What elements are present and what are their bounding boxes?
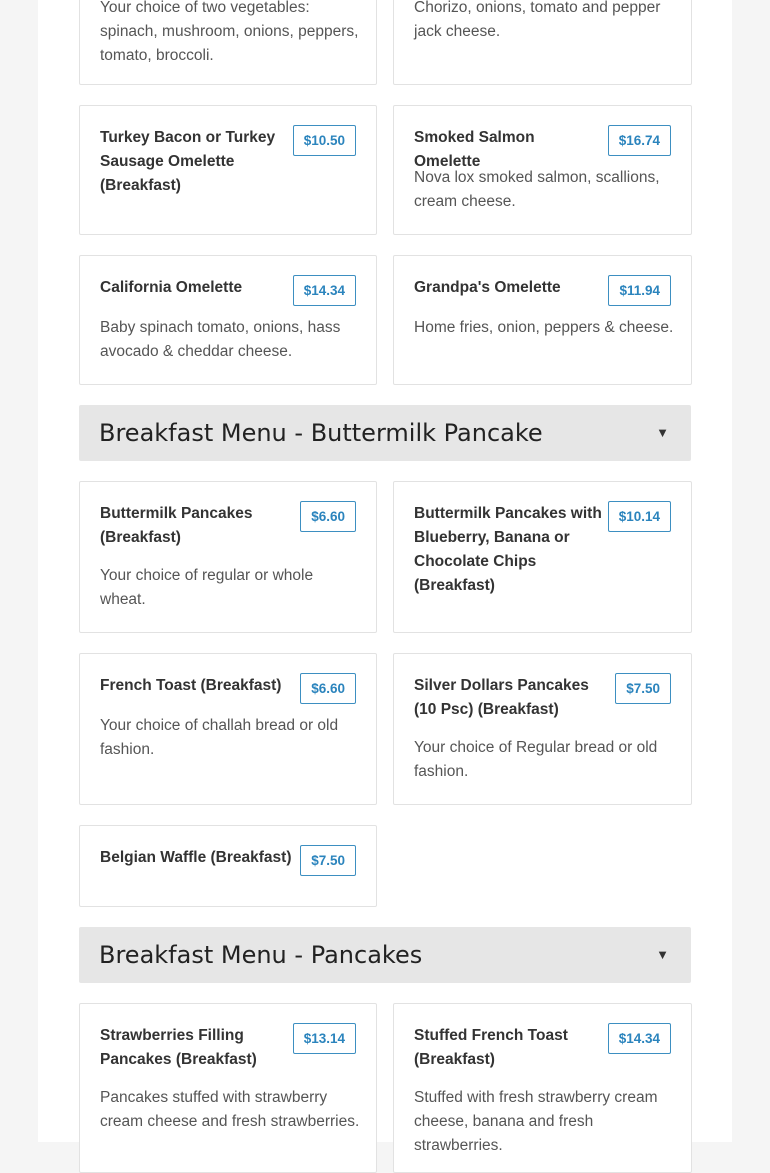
item-description: Nova lox smoked salmon, scallions, cream cheese. [414,169,660,210]
item-description: Pancakes stuffed with strawberry cream cheese and fresh strawberries. [100,1089,360,1130]
menu-item-card[interactable] [393,255,692,385]
menu-item-card[interactable] [79,255,377,385]
item-description: Your choice of challah bread or old fashion. [100,717,339,758]
item-name: Turkey Bacon or Turkey Sausage Omelette (Breakfast) [100,129,276,194]
menu-item-card[interactable] [393,0,692,85]
item-name: Smoked Salmon Omelette [414,129,535,170]
section-header-buttermilk-pancake[interactable] [79,405,691,461]
section-title: Breakfast Menu - Buttermilk Pancake [99,419,543,447]
menu-page [38,0,732,1154]
price-badge[interactable]: $10.50 [293,125,356,156]
item-name: Belgian Waffle (Breakfast) [100,849,292,866]
item-name: Strawberries Filling Pancakes (Breakfast) [100,1027,257,1068]
item-name: Stuffed French Toast (Breakfast) [414,1027,568,1068]
menu-item-card[interactable] [393,1003,692,1173]
item-description: Your choice of regular or whole wheat. [100,567,314,608]
item-name: Grandpa's Omelette [414,279,561,296]
menu-item-card[interactable] [393,653,692,805]
item-description: Chorizo, onions, tomato and pepper jack cheese. [414,0,661,40]
price-badge[interactable]: $10.14 [608,501,671,532]
price-badge[interactable]: $16.74 [608,125,671,156]
item-description: Your choice of Regular bread or old fashion. [414,739,658,780]
menu-item-card[interactable] [79,0,377,85]
item-name: French Toast (Breakfast) [100,677,282,694]
menu-item-card[interactable] [393,481,692,633]
price-badge[interactable]: $11.94 [608,275,671,306]
menu-item-card[interactable] [79,653,377,805]
item-name: California Omelette [100,279,243,296]
section-title: Breakfast Menu - Pancakes [99,941,423,969]
price-badge[interactable]: $14.34 [608,1023,671,1054]
price-badge[interactable]: $6.60 [300,501,356,532]
section-header-pancakes[interactable] [79,927,691,983]
price-badge[interactable]: $7.50 [300,845,356,876]
menu-item-card[interactable] [79,825,377,907]
price-badge[interactable]: $14.34 [293,275,356,306]
item-name: Buttermilk Pancakes with Blueberry, Banana or Chocolate Chips (Breakfast) [414,505,602,594]
item-description: Home fries, onion, peppers & cheese. [414,319,674,336]
item-name: Buttermilk Pancakes (Breakfast) [100,505,253,546]
menu-item-card[interactable] [393,105,692,235]
price-badge[interactable]: $7.50 [615,673,671,704]
price-badge[interactable]: $6.60 [300,673,356,704]
chevron-down-icon[interactable]: ▼ [656,425,669,440]
chevron-down-icon[interactable]: ▼ [656,947,669,962]
menu-item-card[interactable] [79,105,377,235]
menu-item-card[interactable] [79,1003,377,1173]
item-name: Silver Dollars Pancakes (10 Psc) (Breakfast) [414,677,589,718]
item-description: Your choice of two vegetables: spinach, mushroom, onions, peppers, tomato, broccoli. [100,0,359,64]
menu-item-card[interactable] [79,481,377,633]
item-description: Stuffed with fresh strawberry cream cheese, banana and fresh strawberries. [414,1089,658,1154]
price-badge[interactable]: $13.14 [293,1023,356,1054]
item-description: Baby spinach tomato, onions, hass avocado & cheddar cheese. [100,319,341,360]
